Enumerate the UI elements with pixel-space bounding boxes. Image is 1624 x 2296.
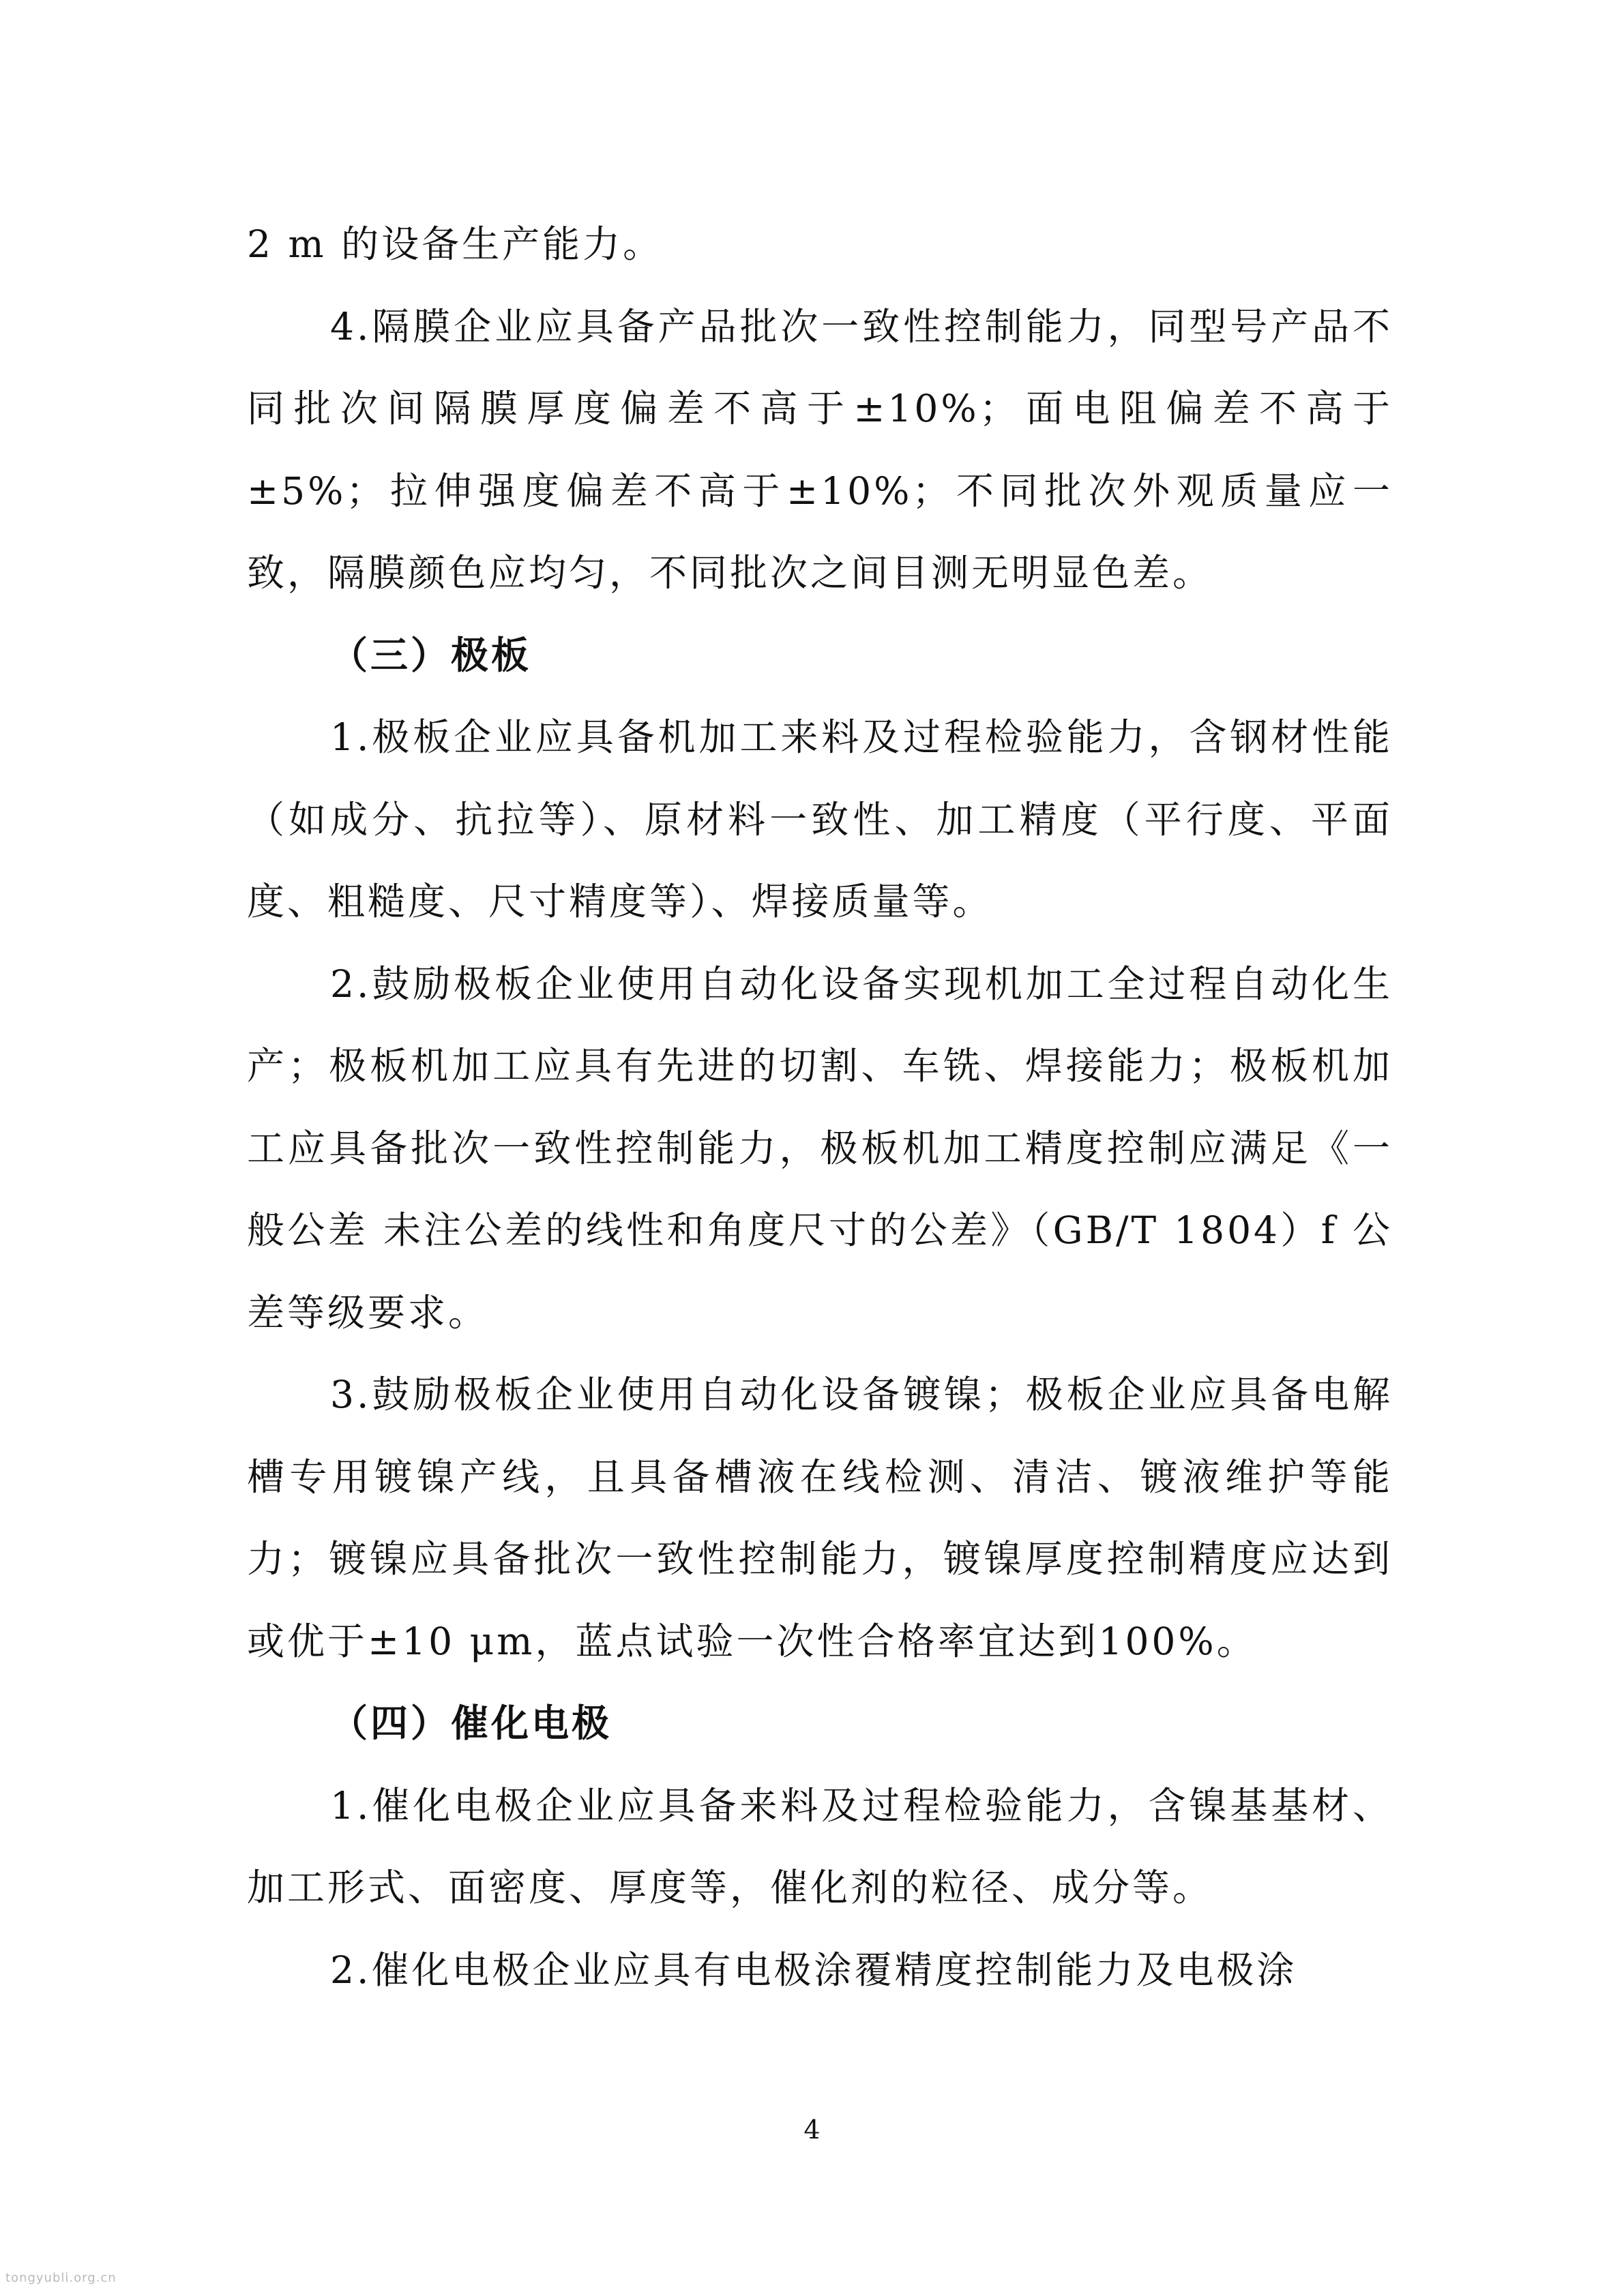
section-heading: （三）极板 [330, 632, 532, 677]
paragraph: 1.催化电极企业应具备来料及过程检验能力，含镍基基材、加工形式、面密度、厚度等，催化剂的粒径、成分等。 [247, 1783, 1393, 1909]
paragraph: 1.极板企业应具备机加工来料及过程检验能力，含钢材性能（如成分、抗拉等）、原材料一致性、加工精度（平行度、平面度、粗糙度、尺寸精度等）、焊接质量等。 [247, 715, 1393, 923]
watermark: tongyubli.org.cn [5, 2271, 117, 2285]
paragraph: 4.隔膜企业应具备产品批次一致性控制能力，同型号产品不同批次间隔膜厚度偏差不高于±10%；面电阻偏差不高于±5%；拉伸强度偏差不高于±10%；不同批次外观质量应一致，隔膜颜色应均匀，不同批次之间目测无明显色差。 [247, 304, 1393, 595]
paragraph: 2.鼓励极板企业使用自动化设备实现机加工全过程自动化生产；极板机加工应具有先进的切割、车铣、焊接能力；极板机加工应具备批次一致性控制能力，极板机加工精度控制应满足《一般公差 未注公差的线性和角度尺寸的公差》（GB/T 1804）f 公差等级要求。 [247, 961, 1393, 1335]
paragraph: 3.鼓励极板企业使用自动化设备镀镍；极板企业应具备电解槽专用镀镍产线，且具备槽液在线检测、清洁、镀液维护等能力；镀镍应具备批次一致性控制能力，镀镍厚度控制精度应达到或优于±10 μm，蓝点试验一次性合格率宜达到100%。 [247, 1373, 1393, 1663]
paragraph: 2 m 的设备生产能力。 [247, 222, 664, 266]
paragraph: 2.催化电极企业应具有电极涂覆精度控制能力及电极涂 [330, 1948, 1297, 1992]
section-heading: （四）催化电极 [330, 1701, 612, 1745]
document-body [247, 203, 1393, 2011]
page-number: 4 [803, 2115, 821, 2145]
